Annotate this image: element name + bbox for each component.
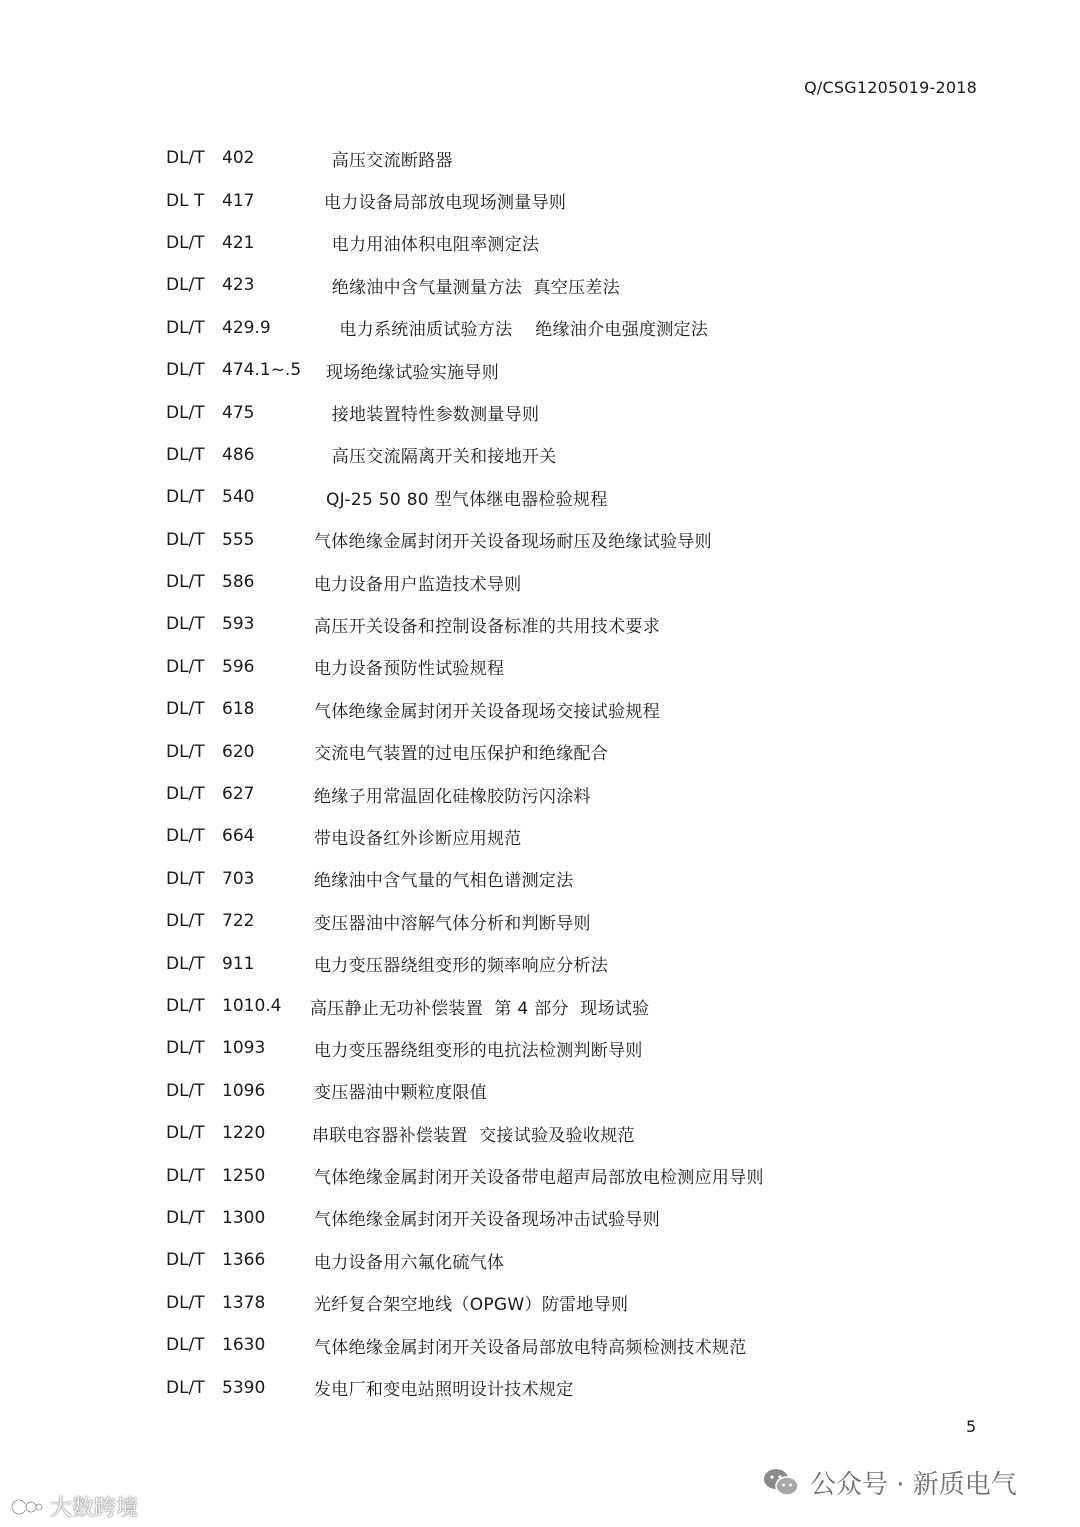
standard-number: 555	[222, 529, 255, 550]
wechat-watermark	[762, 1464, 1017, 1501]
standard-row	[166, 1324, 926, 1366]
standard-title: 电力设备用六氟化硫气体	[314, 1252, 505, 1273]
standard-title: 电力用油体积电阻率测定法	[326, 235, 540, 256]
standard-prefix: DL T	[166, 190, 205, 211]
standard-row	[166, 1282, 926, 1324]
standard-title: 发电厂和变电站照明设计技术规定	[314, 1380, 574, 1401]
standard-title: 交流电气装置的过电压保护和绝缘配合	[314, 744, 609, 765]
standard-title: 电力变压器绕组变形的电抗法检测判断导则	[314, 1040, 643, 1061]
standard-prefix: DL/T	[166, 784, 205, 805]
standard-prefix: DL/T	[166, 1377, 205, 1398]
standard-prefix: DL/T	[166, 1335, 205, 1356]
standard-row	[166, 434, 926, 476]
standard-row	[166, 391, 926, 433]
standard-number: 596	[222, 656, 255, 677]
standard-row	[166, 1239, 926, 1281]
standard-title: 高压开关设备和控制设备标准的共用技术要求	[314, 616, 660, 637]
standard-title: 变压器油中溶解气体分析和判断导则	[314, 913, 591, 934]
standard-row	[166, 942, 926, 984]
standard-prefix: DL/T	[166, 1080, 205, 1101]
standard-title: 光纤复合架空地线（OPGW）防雷地导则	[314, 1295, 629, 1316]
standard-title: 电力设备局部放电现场测量导则	[324, 193, 567, 214]
standard-prefix: DL/T	[166, 402, 205, 423]
standard-number: 593	[222, 614, 255, 635]
standard-number: 1630	[222, 1335, 266, 1356]
standard-title: 接地装置特性参数测量导则	[326, 405, 540, 426]
standard-prefix: DL/T	[166, 656, 205, 677]
standard-number: 486	[222, 444, 255, 465]
standard-number: 423	[222, 275, 255, 296]
standard-prefix: DL/T	[166, 826, 205, 847]
standard-title: 带电设备红外诊断应用规范	[314, 828, 522, 849]
standard-prefix: DL/T	[166, 360, 205, 381]
standard-row	[166, 985, 926, 1027]
standard-number: 540	[222, 487, 255, 508]
standard-prefix: DL/T	[166, 614, 205, 635]
standard-row	[166, 1027, 926, 1069]
standard-row	[166, 900, 926, 942]
standard-prefix: DL/T	[166, 953, 205, 974]
standard-number: 417	[222, 190, 255, 211]
standard-number: 5390	[222, 1377, 266, 1398]
standard-prefix: DL/T	[166, 317, 205, 338]
standard-row	[166, 1366, 926, 1408]
standard-row	[166, 1197, 926, 1239]
standard-row	[166, 476, 926, 518]
standard-prefix: DL/T	[166, 1292, 205, 1313]
standard-number: 1300	[222, 1207, 266, 1228]
standard-prefix: DL/T	[166, 868, 205, 889]
standard-row	[166, 307, 926, 349]
standard-row	[166, 179, 926, 221]
standard-title: 高压交流隔离开关和接地开关	[326, 447, 557, 468]
standard-title: 气体绝缘金属封闭开关设备带电超声局部放电检测应用导则	[314, 1168, 764, 1189]
document-code: Q/CSG1205019-2018	[804, 78, 977, 97]
standards-list	[166, 137, 926, 1409]
standard-title: 绝缘子用常温固化硅橡胶防污闪涂料	[314, 786, 591, 807]
standard-title: 气体绝缘金属封闭开关设备现场冲击试验导则	[314, 1210, 660, 1231]
standard-prefix: DL/T	[166, 741, 205, 762]
standard-row	[166, 1112, 926, 1154]
standard-number: 1250	[222, 1165, 266, 1186]
standard-number: 664	[222, 826, 255, 847]
standard-number: 1378	[222, 1292, 266, 1313]
standard-title: QJ-25 50 80 型气体继电器检验规程	[326, 489, 608, 510]
standard-row	[166, 773, 926, 815]
brand-watermark-text: 大数跨境	[50, 1496, 139, 1521]
standard-title: 电力系统油质试验方法 绝缘油介电强度测定法	[328, 320, 709, 341]
standard-prefix: DL/T	[166, 911, 205, 932]
page-number: 5	[966, 1417, 977, 1436]
standard-prefix: DL/T	[166, 572, 205, 593]
standard-prefix: DL/T	[166, 1207, 205, 1228]
standard-number: 1220	[222, 1123, 266, 1144]
standard-title: 电力变压器绕组变形的频率响应分析法	[314, 956, 609, 977]
standard-row	[166, 730, 926, 772]
standard-title: 串联电容器补偿装置 交接试验及验收规范	[312, 1125, 635, 1146]
standard-prefix: DL/T	[166, 529, 205, 550]
standard-row	[166, 222, 926, 264]
standard-prefix: DL/T	[166, 232, 205, 253]
standard-title: 气体绝缘金属封闭开关设备局部放电特高频检测技术规范	[314, 1337, 747, 1358]
standard-number: 703	[222, 868, 255, 889]
standard-row	[166, 646, 926, 688]
standard-title: 气体绝缘金属封闭开关设备现场交接试验规程	[314, 701, 660, 722]
standard-prefix: DL/T	[166, 996, 205, 1016]
wechat-icon	[762, 1467, 800, 1499]
standard-prefix: DL/T	[166, 1038, 205, 1059]
standard-title: 高压静止无功补偿装置 第 4 部分 现场试验	[310, 998, 650, 1019]
standard-prefix: DL/T	[166, 1165, 205, 1186]
standard-prefix: DL/T	[166, 148, 205, 169]
standard-number: 429.9	[222, 317, 271, 338]
standard-title: 绝缘油中含气量的气相色谱测定法	[314, 871, 574, 892]
wechat-watermark-text: 公众号 · 新质电气	[810, 1470, 1017, 1500]
standard-prefix: DL/T	[166, 275, 205, 296]
standard-row	[166, 1154, 926, 1196]
standard-title: 变压器油中颗粒度限值	[314, 1083, 487, 1104]
standard-number: 1010.4	[222, 996, 282, 1016]
standard-prefix: DL/T	[166, 1123, 205, 1144]
standard-number: 722	[222, 911, 255, 932]
standard-title: 高压交流断路器	[326, 150, 453, 171]
standard-row	[166, 858, 926, 900]
standard-number: 475	[222, 402, 255, 423]
standard-title: 绝缘油中含气量测量方法 真空压差法	[326, 277, 620, 298]
standard-row	[166, 519, 926, 561]
standard-row	[166, 349, 926, 391]
standard-number: 474.1~.5	[222, 360, 302, 381]
standard-prefix: DL/T	[166, 487, 205, 508]
standard-number: 402	[222, 148, 255, 169]
standard-row	[166, 264, 926, 306]
standard-row	[166, 137, 926, 179]
standard-row	[166, 1070, 926, 1112]
standard-number: 618	[222, 699, 255, 720]
standard-number: 1366	[222, 1250, 266, 1271]
standard-number: 1096	[222, 1080, 266, 1101]
standard-title: 气体绝缘金属封闭开关设备现场耐压及绝缘试验导则	[314, 532, 712, 553]
standard-number: 421	[222, 232, 255, 253]
standard-number: 620	[222, 741, 255, 762]
standard-title: 现场绝缘试验实施导则	[326, 362, 499, 383]
standard-number: 586	[222, 572, 255, 593]
standard-title: 电力设备用户监造技术导则	[314, 574, 522, 595]
standard-number: 627	[222, 784, 255, 805]
standard-title: 电力设备预防性试验规程	[314, 659, 505, 680]
standard-number: 1093	[222, 1038, 266, 1059]
standard-prefix: DL/T	[166, 1250, 205, 1271]
standard-row	[166, 603, 926, 645]
standard-prefix: DL/T	[166, 699, 205, 720]
brand-logo-icon	[10, 1496, 44, 1518]
brand-watermark	[10, 1491, 138, 1522]
standard-number: 911	[222, 953, 255, 974]
standard-row	[166, 561, 926, 603]
standard-prefix: DL/T	[166, 444, 205, 465]
standard-row	[166, 815, 926, 857]
standard-row	[166, 688, 926, 730]
